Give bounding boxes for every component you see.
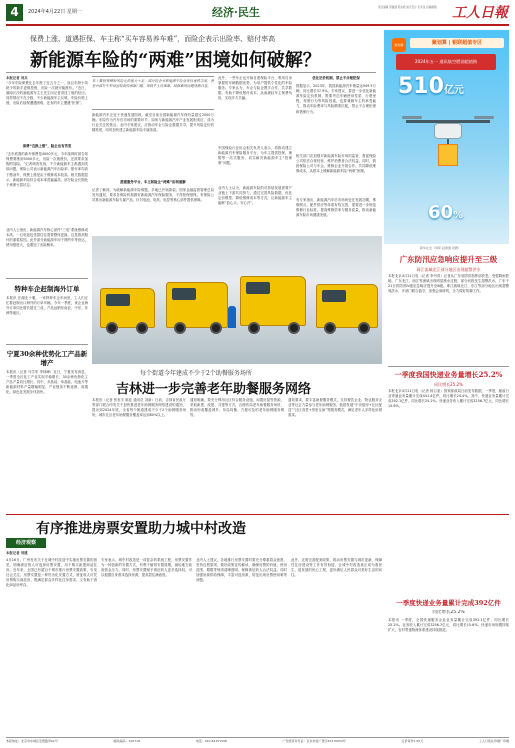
main-subheading: 保费“近换上涨”，险企也有苦衷 (22, 144, 72, 149)
bottom-paragraph: 4月16日，广州发布关于在城中村改造中实施房票安置的意见，明确被征收人可选择房票安置，用于购买新建商品住房。近年来，全国已有超百个城市推行房票安置政策，引发社会关注。房票安置是一种货币化安置方式，被征收人可凭房票购买商品房，既满足群众多样化住房需求，又有助于消化商品房库存。 (6, 558, 97, 588)
wheel (210, 322, 222, 334)
right-article-title: 一季度快递业务量累计完成392亿件 (396, 599, 501, 607)
right-article-title: 广东防汛应急响应提升至三级 (399, 255, 498, 264)
sidebar-headline: 宁夏30余种优势化工产品新增产 (6, 350, 88, 367)
ad-amount-unit: 亿元 (443, 85, 464, 96)
right-article-2 (388, 370, 509, 510)
wheel (248, 322, 260, 334)
main-kicker: 保费上涨、道遇拒保、车主称“买车容易养车难”，而险企表示出险率、赔付率高 (30, 35, 276, 43)
mid-paragraph: 通知明确，要充分利用社区综合服务设施、闲置房屋等资源，采取新建、改建、共建等方式，合理布局老年助餐服务场所，推动形成覆盖城乡、布局均衡、方便可及的老年助餐服务网络。 (190, 398, 284, 418)
masthead-rule (6, 24, 509, 26)
main-col-4 (296, 76, 376, 236)
right-article-subtitle: 同比增长25.2% (434, 382, 463, 387)
worker-figure (228, 306, 236, 328)
wheel (288, 322, 300, 334)
footer (6, 739, 509, 747)
ad-amount-number: 510 (398, 74, 444, 99)
drone-illustration (406, 114, 490, 194)
main-paragraph: 业内人士认为，新能源车险的可持续发展需要产业链上下游共同努力，通过完善风险数据、优化定价模型、降低维修成本等方式，让新能源车主能够“放心买、安心开”。 (218, 186, 292, 206)
sidebar-paragraph: 本报讯（记者 马学军 李林峰）近日，宁夏发布消息，一季度全区化工产业实现平稳增长，30余种优势化工产品产量同比增长。其中，多晶硅、单晶硅、电池片等新能源材料产量增幅明显，产业链条不断延伸，高端化、绿色化发展步伐加快。 (6, 370, 88, 395)
sidebar-paragraph: 本报讯 在湖北十堰，一家特种车企车间里，工人们正忙着赶制出口海外的订单车辆。今年一季度，该企业海外订单同比增长超过三成，产品远销东南亚、中东、非洲等地区。 (6, 296, 88, 316)
bottom-paragraph: 此外，还需完善配套政策，推动房票安置与城市更新、保障性住房建设等工作有效衔接，让城中村改造真正成为惠民生、促发展的民心工程，更好满足人民群众对美好生活的向往。 (291, 558, 382, 578)
ad-line-1: 聚划算 | 银联超值专区 (410, 38, 504, 48)
ad-discount (428, 202, 463, 223)
main-subheading: 优化定价机制，禁止不合理拒保 (312, 76, 360, 80)
bottom-headline: 有序推进房票安置助力城中村改造 (36, 521, 246, 537)
right-article-body: 本报讯 一季度，全国快递服务企业业务量累计完成392.1亿件，同比增长25.2%。业务收入累计完成3256.7亿元，同比增长15.6%。快递市场规模持续扩大，农村寄递物流体系建设持续推进。 (388, 618, 509, 633)
main-intro-box: 基于数据规模和风险定价能力不足，部分险企对新能源车险业务持谨慎态度，甚至对部分车型设置较高的承保门槛，导致车主投保难、续保难的问题逐渐凸显。 (92, 76, 214, 110)
main-paragraph: 业内人士指出，新能源汽车核心部件“三电”系统维修成本高，一旦电池包受损往往需要整体更换，这是推高赔付的重要原因。此外部分新能源车用于网约车等营运，使用强度大，也增加了出险概率。 (6, 228, 88, 248)
ad-line-2: 2024年五一 通讯航空燃油超值购 (396, 54, 496, 70)
right-article-title: 一季度我国快递业务量增长25.2% (394, 370, 503, 379)
wheel (324, 322, 336, 334)
news-photo (92, 236, 382, 364)
right-article-3 (388, 598, 509, 734)
main-subheading: 搭建服务平台，车主和险企“两难”如何破解 (120, 180, 186, 184)
wheel (174, 322, 186, 334)
mid-headline: 吉林进一步完善老年助餐服务网络 (116, 382, 312, 397)
bottom-paragraph: 业内人士建议，各地推行房票安置时要充分尊重群众意愿，坚持自愿原则，做好政策宣传解读，确保房票的价值、使用范围、期限等规则清晰透明，保障被征收人合法权益。同时加强房源供给保障，丰富可选房源，防范出现房票使用难等问题。 (196, 558, 287, 583)
date-line: 2024年4月22日 星期一 (28, 9, 82, 15)
bottom-byline: 本报记者 刘建 (6, 551, 28, 555)
column-tag: 经济观察 (6, 538, 46, 548)
right-article-body: 本报北京4月21日电（记者 杨召奎）国家邮政局日前发布数据，一季度，邮政行业寄递业务量累计完成441.4亿件，同比增长24.4%。其中，快递业务量累计完成392.1亿件，同比增长25.2%。快递业务收入累计完成3256.7亿元，同比增长15.6%。 (388, 389, 509, 409)
main-col-3 (218, 76, 292, 236)
main-paragraph: 此外，一些车企也开始自建保险平台，利用自身掌握的车辆数据优势，为用户提供个性化的车险服务。专家认为，车企与险企携手合作，共享数据，有助于降低赔付成本，从而减轻车主保费负担，实现多方共赢。 (218, 76, 292, 101)
mid-paragraph: 本报讯（记者 张世宇 陈佳 通讯员 刘新）日前，吉林省民政厅等部门联合印发关于加快推进老年助餐服务网络建设的通知，提出到2024年底，全省每个街道建成不少于2个助餐服务场所，城市社区老年助餐服务覆盖率达到80%以上。 (92, 398, 186, 418)
ad-badge: 聚划算 (392, 38, 406, 52)
main-col-2 (92, 76, 214, 236)
mid-caption-line: 每个街道今年建成不少于2个助餐服务场所 (140, 370, 252, 377)
footer-address: 本报地址：北京市东城区安德路甲61号 (6, 739, 58, 743)
main-headline: 新能源车险的“两难”困境如何破解？ (30, 50, 321, 71)
bottom-body (6, 558, 382, 734)
newspaper-logo: 工人日報 (452, 5, 508, 21)
truck-illustration (166, 282, 228, 328)
main-paragraph: 记者了解到，为破解新能源车险难题，多地已开始探索。国家金融监督管理总局发布通知，要求各保险机构做好新能源汽车保险服务，不得拒保惜保。有保险公司推出新能源车险专属产品，针对电池、电机、电控等核心部件提供保障。 (92, 188, 214, 203)
footer-price: 定价每份1.50元 (401, 739, 424, 743)
main-paragraph: 数据显示，2023年，我国新能源汽车销量达949.5万辆，同比增长37.9%。专家建议，要进一步优化新能源车险定价机制，既要考虑车辆使用性质、行驶里程、驾驶行为等风险因素，也要兼顾车主的承受能力，推动车险费率与风险精准匹配，禁止不合理拒保和惜保行为。 (296, 84, 376, 114)
main-paragraph: 中国保险行业协会相关负责人表示，将推动建立新能源汽车保险服务平台，为车主提供投保、理赔等一站式服务，切实解决新能源车主“投保难”问题。 (218, 146, 292, 166)
truck-illustration (240, 276, 306, 326)
main-paragraph: “去年底我的新车保费是4000多元，今年续保时被告知保费要涨到5000多元，出险一次就涨价，还被要求加购附加险。”记者调查发现，不少新能源车主都遇到类似问题，保险公司表示新能源汽车出险率、赔付率均高于燃油车，保费上涨是由于维修成本较高。相关数据显示，新能源车险综合成本率普遍偏高，部分险企长期处于承保亏损状态。 (6, 152, 88, 187)
section-title: 经济·民生 (212, 6, 260, 19)
right-article-body: 本报北京4月21日电（记者 李丹青）记者从广东省防汛指挥部获悉，受强降雨影响，广东北江、西江等流域出现明显涨水过程，部分河段发生超警洪水，广东于21日将防汛Ⅳ级应急响应提升至Ⅲ级。珠江流域北江、东江等部分地区出现超警戒洪水，多部门联合值守，加强会商研判，全力做好防御工作。 (388, 274, 509, 294)
page-number-badge: 4 (6, 4, 23, 21)
wheel (106, 322, 118, 334)
footer-rule (6, 737, 509, 738)
advertisement (384, 30, 509, 244)
footer-phone: 电话：010-84151598 (195, 739, 227, 743)
sidebar-rule (6, 278, 88, 279)
right-article-subtitle: 同比增长25.2% (432, 610, 465, 615)
right-article-subtitle: 珠江流域北江部分地区出现超警洪水 (416, 267, 481, 272)
ad-discount-number: 60 (428, 202, 454, 223)
ad-amount (398, 74, 464, 99)
main-paragraph: “今年车险保费比去年涨了近五分之一，而且年龄小驾龄少的新手更难投保，出险一次就可能涨价。”近日，湖南长沙的新能源车主王先生向记者讲述了他的经历。同样情况不在少数，不少新能源车主反映，车险价格上涨，出险后续保遭遇困难，还有的车主遭遇“拒保”。 (6, 81, 88, 106)
editors-line: 责任编辑 邵健健 陈东皓 版式设计 宋兆莹 投稿邮箱： (378, 6, 440, 9)
wheel (358, 322, 370, 334)
footer-postcode: 邮政编码：100718 (113, 739, 140, 743)
footer-ad-license: 广告经营许可证：京东市监广登字20170054号 (282, 739, 346, 743)
main-paragraph: 相关部门应加强对新能源车险市场的监管，督促保险公司依法合规经营，维护消费者合法权益。同时，鼓励保险公司与车企、维修企业开展合作，共同降低维修成本，从根本上缓解新能源车险“两难”困境。 (296, 154, 376, 174)
right-article-1 (388, 254, 509, 364)
ad-caption: 新华社发（刘军 赵建国 供图） (420, 246, 461, 250)
byline: 本报记者 刘兵 (6, 76, 28, 80)
main-paragraph: 有专家指出，新能源汽车后市场尚处在发展初期，维修网点、配件供应等体系有待完善，需要进一步规范维修行业标准，提高维修效率与服务质量，推动新能源车险市场健康发展。 (296, 198, 376, 218)
bottom-rule (6, 514, 509, 515)
bottom-paragraph: 专家表示，城中村改造是一项复杂的系统工程，房票安置作为一种创新的安置方式，有利于缩短安置周期，减轻地方政府资金压力。同时，房票安置赋予被征收人更多选择权，可以根据自身需求选择房源，提高居住满意度。 (101, 558, 192, 578)
sidebar-headline: 特种车企赶制海外订单 (14, 285, 80, 293)
ad-discount-unit: % (453, 210, 464, 221)
mid-paragraph: 通知要求，要丰富助餐服务模式，支持餐饮企业、物业服务企业等社会力量参与老年助餐服务，鼓励发展“中央厨房+社区配送”“社区食堂+邻里互助”等服务模式，满足老年人多样化用餐需求。 (288, 398, 382, 418)
mid-body (92, 398, 382, 510)
truck-illustration (316, 284, 378, 328)
footer-printing: 工人日报社印刷厂印刷 (478, 739, 509, 743)
sidebar-left (6, 282, 88, 512)
main-headline-rule (6, 72, 376, 73)
main-paragraph: 新能源汽车正处于快速发展阶段，截至目前全国新能源汽车保有量超过2000万辆。车险作为汽车后市场的重要环节，如何与新能源汽车产业发展相适应，成为行业关注的焦点。业内专家建议，应推动车企与险企数据共享，提升风险定价的精准度，同时加快建立新能源车险专属条款。 (92, 113, 214, 133)
wheel (136, 322, 148, 334)
masthead (0, 0, 515, 24)
main-col-1 (6, 76, 88, 276)
